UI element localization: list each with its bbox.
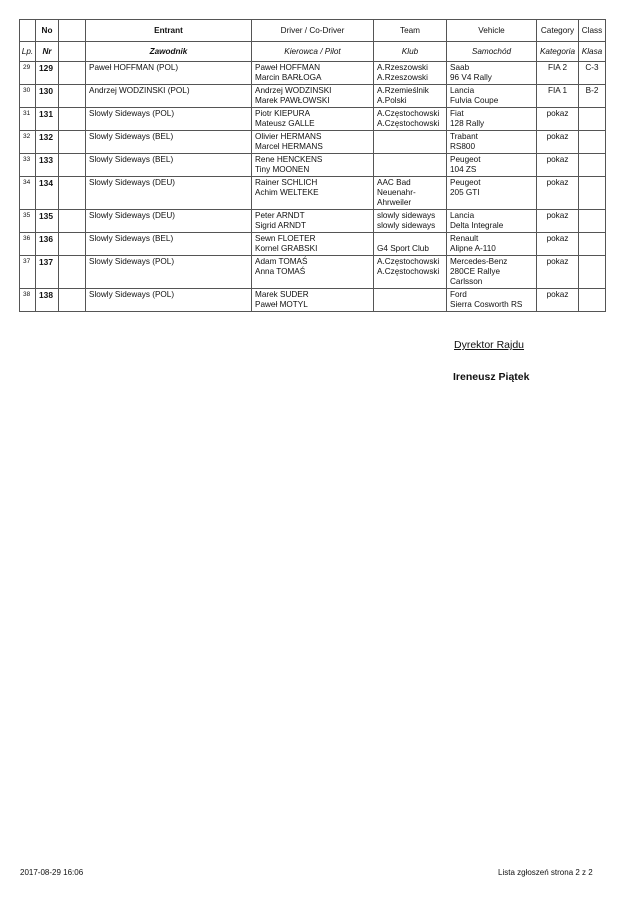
row-vehicle-model: 280CE Rallye [450, 267, 501, 276]
row-lp: 31 [20, 108, 36, 131]
row-lp: 32 [20, 131, 36, 154]
header-team: Team [374, 20, 447, 42]
row-team-line3: Ahrweiler [377, 198, 412, 207]
row-lp: 37 [20, 256, 36, 289]
row-crew [252, 289, 374, 312]
row-blank [59, 131, 86, 154]
row-blank [59, 177, 86, 210]
row-team-line2: Neuenahr- [377, 188, 416, 197]
footer-page: Lista zgłoszeń strona 2 z 2 [498, 868, 593, 877]
header-category: Category [537, 20, 579, 42]
row-vehicle [447, 256, 537, 289]
row-crew [252, 154, 374, 177]
row-codriver: Marcel HERMANS [255, 142, 323, 151]
row-driver: Piotr KIEPURA [255, 109, 311, 118]
table-row [20, 289, 606, 312]
row-vehicle-make: Lancia [450, 86, 475, 95]
director-title: Dyrektor Rajdu [454, 339, 525, 351]
row-vehicle-make: Peugeot [450, 155, 481, 164]
row-vehicle-model: 104 ZS [450, 165, 477, 174]
row-lp: 38 [20, 289, 36, 312]
row-crew [252, 62, 374, 85]
row-team-line2: A.Polski [377, 96, 407, 105]
row-blank [59, 256, 86, 289]
row-class [579, 131, 606, 154]
row-vehicle-make: Ford [450, 290, 467, 299]
table-row [20, 131, 606, 154]
row-entrant: Slowly Sideways (BEL) [86, 154, 252, 177]
row-team [374, 233, 447, 256]
row-team-line2: G4 Sport Club [377, 244, 429, 253]
table-row [20, 177, 606, 210]
row-entrant: Slowly Sideways (DEU) [86, 210, 252, 233]
subheader-category: Kategoria [537, 42, 579, 62]
row-vehicle [447, 108, 537, 131]
row-team [374, 131, 447, 154]
row-nr: 138 [36, 289, 59, 312]
row-lp: 36 [20, 233, 36, 256]
row-vehicle-extra: Carlsson [450, 277, 483, 286]
row-codriver: Kornel GRABSKI [255, 244, 318, 253]
row-team-line2: slowly sideways [377, 221, 436, 230]
row-codriver: Tiny MOONEN [255, 165, 310, 174]
entry-list-table [19, 19, 606, 312]
row-vehicle [447, 177, 537, 210]
row-codriver: Anna TOMAŚ [255, 267, 306, 276]
row-vehicle-model: Delta Integrale [450, 221, 504, 230]
row-team [374, 256, 447, 289]
subheader-class: Klasa [579, 42, 606, 62]
row-class [579, 233, 606, 256]
row-blank [59, 289, 86, 312]
row-class [579, 289, 606, 312]
row-nr: 129 [36, 62, 59, 85]
row-lp: 35 [20, 210, 36, 233]
row-team-line1: A.Częstochowski [377, 109, 440, 118]
row-codriver: Paweł MOTYL [255, 300, 308, 309]
row-team-line1: A.Rzeszowski [377, 63, 428, 72]
row-category: FIA 1 [537, 85, 579, 108]
subheader-lp: Lp. [20, 42, 36, 62]
row-vehicle [447, 210, 537, 233]
row-team [374, 177, 447, 210]
row-nr: 130 [36, 85, 59, 108]
row-driver: Andrzej WODZINSKI [255, 86, 332, 95]
row-team-line2: A.Częstochowski [377, 119, 440, 128]
row-driver: Marek SUDER [255, 290, 309, 299]
row-codriver: Marek PAWŁOWSKI [255, 96, 330, 105]
subheader-team: Klub [374, 42, 447, 62]
row-team-line1 [377, 290, 443, 300]
row-class: C-3 [579, 62, 606, 85]
row-crew [252, 85, 374, 108]
row-team-line1: AAC Bad [377, 178, 411, 187]
row-category: pokaz [537, 233, 579, 256]
row-class [579, 256, 606, 289]
row-blank [59, 154, 86, 177]
row-vehicle-make: Mercedes-Benz [450, 257, 508, 266]
row-category: FIA 2 [537, 62, 579, 85]
row-crew [252, 177, 374, 210]
row-team [374, 85, 447, 108]
row-blank [59, 233, 86, 256]
row-vehicle-make: Renault [450, 234, 479, 243]
row-vehicle [447, 154, 537, 177]
header-driver: Driver / Co-Driver [252, 20, 374, 42]
header-blank [20, 20, 36, 42]
row-vehicle-model: 205 GTI [450, 188, 480, 197]
row-codriver: Marcin BARŁOGA [255, 73, 322, 82]
row-class [579, 108, 606, 131]
row-team-line1 [377, 132, 443, 142]
row-nr: 131 [36, 108, 59, 131]
row-driver: Olivier HERMANS [255, 132, 322, 141]
row-category: pokaz [537, 177, 579, 210]
row-category: pokaz [537, 131, 579, 154]
table-row [20, 108, 606, 131]
row-team-line1 [377, 234, 443, 244]
row-category: pokaz [537, 154, 579, 177]
row-nr: 137 [36, 256, 59, 289]
row-vehicle-make: Fiat [450, 109, 464, 118]
row-entrant: Slowly Sideways (POL) [86, 289, 252, 312]
row-team [374, 210, 447, 233]
row-vehicle-model: 96 V4 Rally [450, 73, 492, 82]
director-name: Ireneusz Piątek [453, 371, 530, 383]
row-team-line1: slowly sideways [377, 211, 436, 220]
row-driver: Rene HENCKENS [255, 155, 323, 164]
row-lp: 34 [20, 177, 36, 210]
row-entrant: Slowly Sideways (POL) [86, 256, 252, 289]
row-crew [252, 131, 374, 154]
row-nr: 132 [36, 131, 59, 154]
row-vehicle-make: Saab [450, 63, 470, 72]
row-team-line1: A.Rzemieślnik [377, 86, 429, 95]
table-row [20, 62, 606, 85]
subheader-row [20, 42, 606, 62]
row-class: B-2 [579, 85, 606, 108]
row-category: pokaz [537, 256, 579, 289]
row-crew [252, 210, 374, 233]
row-team [374, 62, 447, 85]
row-lp: 30 [20, 85, 36, 108]
row-vehicle [447, 233, 537, 256]
row-nr: 133 [36, 154, 59, 177]
row-team-line1: A.Częstochowski [377, 257, 440, 266]
row-nr: 136 [36, 233, 59, 256]
row-driver: Adam TOMAŚ [255, 257, 308, 266]
row-team [374, 108, 447, 131]
header-row [20, 20, 606, 42]
row-team-line2: A.Częstochowski [377, 267, 440, 276]
row-lp: 33 [20, 154, 36, 177]
row-category: pokaz [537, 108, 579, 131]
row-category: pokaz [537, 210, 579, 233]
row-vehicle-model: Sierra Cosworth RS [450, 300, 523, 309]
row-vehicle-make: Peugeot [450, 178, 481, 187]
row-vehicle [447, 131, 537, 154]
row-nr: 134 [36, 177, 59, 210]
row-entrant: Slowly Sideways (POL) [86, 108, 252, 131]
header-class: Class [579, 20, 606, 42]
row-codriver: Mateusz GALLE [255, 119, 315, 128]
row-blank [59, 85, 86, 108]
row-class [579, 177, 606, 210]
row-team-line1 [377, 155, 443, 165]
header-no: No [36, 20, 59, 42]
row-entrant: Paweł HOFFMAN (POL) [86, 62, 252, 85]
row-driver: Sewn FLOETER [255, 234, 316, 243]
row-category: pokaz [537, 289, 579, 312]
row-driver: Paweł HOFFMAN [255, 63, 321, 72]
row-class [579, 154, 606, 177]
row-blank [59, 108, 86, 131]
row-vehicle [447, 85, 537, 108]
table-row [20, 233, 606, 256]
header-entrant: Entrant [86, 20, 252, 42]
row-blank [59, 210, 86, 233]
row-codriver: Achim WELTEKE [255, 188, 319, 197]
row-vehicle-model: 128 Rally [450, 119, 485, 128]
row-driver: Peter ARNDT [255, 211, 305, 220]
table-row [20, 256, 606, 289]
row-class [579, 210, 606, 233]
row-blank [59, 62, 86, 85]
row-team [374, 289, 447, 312]
row-entrant: Slowly Sideways (DEU) [86, 177, 252, 210]
row-driver: Rainer SCHLICH [255, 178, 318, 187]
subheader-entrant: Zawodnik [86, 42, 252, 62]
row-vehicle-model: RS800 [450, 142, 476, 151]
row-vehicle-make: Lancia [450, 211, 475, 220]
row-team [374, 154, 447, 177]
row-nr: 135 [36, 210, 59, 233]
table-row [20, 154, 606, 177]
footer-datetime: 2017-08-29 16:06 [20, 868, 84, 877]
header-vehicle: Vehicle [447, 20, 537, 42]
table-row [20, 85, 606, 108]
subheader-driver: Kierowca / Pilot [252, 42, 374, 62]
subheader-blank [59, 42, 86, 62]
row-codriver: Sigrid ARNDT [255, 221, 306, 230]
row-entrant: Slowly Sideways (BEL) [86, 131, 252, 154]
row-vehicle [447, 62, 537, 85]
row-team-line2: A.Rzeszowski [377, 73, 428, 82]
row-vehicle-model: Fulvia Coupe [450, 96, 499, 105]
row-crew [252, 108, 374, 131]
row-crew [252, 256, 374, 289]
row-crew [252, 233, 374, 256]
subheader-vehicle: Samochód [447, 42, 537, 62]
row-entrant: Slowly Sideways (BEL) [86, 233, 252, 256]
table-row [20, 210, 606, 233]
row-vehicle-make: Trabant [450, 132, 478, 141]
row-lp: 29 [20, 62, 36, 85]
subheader-nr: Nr [36, 42, 59, 62]
row-entrant: Andrzej WODZINSKI (POL) [86, 85, 252, 108]
row-vehicle-model: Alipne A-110 [450, 244, 496, 253]
header-blank [59, 20, 86, 42]
entry-rows [20, 62, 606, 312]
row-vehicle [447, 289, 537, 312]
